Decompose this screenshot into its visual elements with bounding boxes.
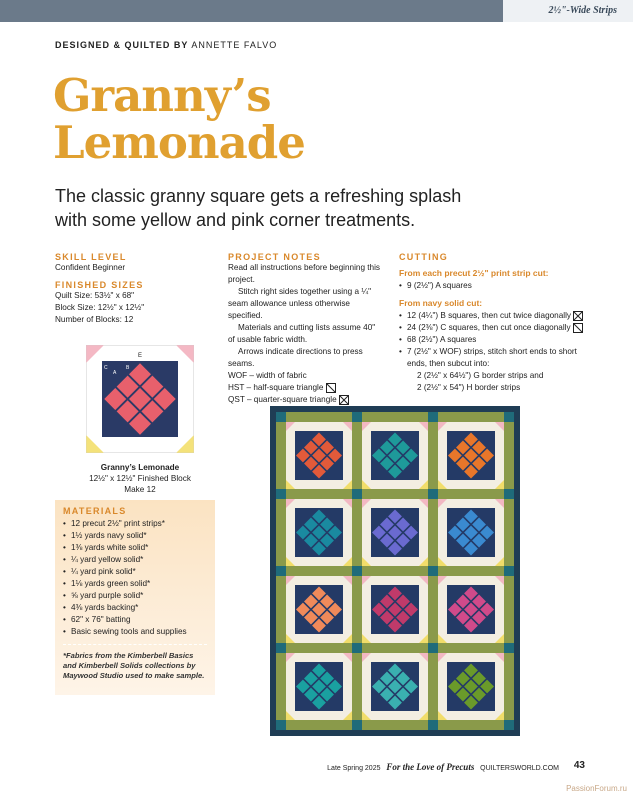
footer-issue: Late Spring 2025	[327, 765, 381, 772]
skill-value: Confident Beginner	[55, 263, 126, 272]
cutting-item-text: 12 (4¼") B squares, then cut twice diagonally	[407, 311, 572, 320]
sashing-post	[352, 566, 362, 576]
label-e: E	[138, 353, 143, 359]
skill-heading: SKILL LEVEL	[55, 252, 127, 262]
byline-prefix: DESIGNED & QUILTED BY	[55, 40, 189, 50]
sashing-post	[352, 643, 362, 653]
section-tag: 2½"-Wide Strips	[503, 0, 633, 22]
quilt-block	[286, 422, 352, 489]
materials-item: • ¼ yard pink solid*	[63, 566, 207, 578]
notes-qst-row	[228, 394, 383, 406]
materials-item: • 1½ yards navy solid*	[63, 530, 207, 542]
left-column	[55, 252, 205, 326]
finished-line: Block Size: 12½" x 12½"	[55, 303, 145, 312]
notes-hst-row	[228, 382, 383, 394]
label-a: A	[113, 370, 117, 376]
materials-heading: MATERIALS	[63, 506, 127, 516]
divider	[63, 644, 207, 645]
sashing-post	[276, 643, 286, 653]
cutting-item-text: 24 (2⅜") C squares, then cut once diagonally	[407, 323, 571, 332]
block-caption	[70, 462, 210, 495]
sashing-post	[504, 720, 514, 730]
footer-text	[327, 762, 559, 772]
quilt-photo	[270, 406, 520, 736]
materials-item: • ⅝ yard purple solid*	[63, 590, 207, 602]
page-title	[53, 69, 305, 169]
sashing-post	[276, 720, 286, 730]
hst-icon	[573, 323, 583, 333]
sashing-post	[428, 720, 438, 730]
sashing-post	[276, 489, 286, 499]
cutting-group-title: From navy solid cut:	[399, 298, 483, 308]
cutting-list	[399, 310, 589, 370]
notes-paragraph: Read all instructions before beginning this project.	[228, 263, 381, 284]
cutting	[399, 252, 589, 394]
cutting-item: • 9 (2½") A squares	[399, 280, 589, 292]
byline	[55, 40, 277, 50]
project-notes	[228, 252, 383, 406]
cutting-item	[399, 322, 589, 334]
materials-item: • 1⅛ yards green solid*	[63, 578, 207, 590]
quilt-block	[438, 422, 504, 489]
sashing-post	[428, 566, 438, 576]
cutting-item: • 7 (2½" x WOF) strips, stitch short ends to short ends, then subcut into:	[399, 346, 589, 370]
subtitle: The classic granny square gets a refreshing splash with some yellow and pink corner treatments.	[55, 186, 462, 230]
materials-box	[55, 500, 215, 695]
cutting-group-title: From each precut 2½" print strip cut:	[399, 268, 549, 278]
cutting-list	[399, 280, 589, 292]
title-line-1: Granny’s	[53, 69, 271, 122]
quilt-block	[438, 576, 504, 643]
sashing-post	[428, 643, 438, 653]
quilt-block	[286, 499, 352, 566]
notes-qst: QST – quarter-square triangle	[228, 395, 337, 404]
notes-hst: HST – half-square triangle	[228, 383, 324, 392]
materials-item: • Basic sewing tools and supplies	[63, 626, 207, 638]
sashing-post	[352, 489, 362, 499]
quilt-block	[438, 499, 504, 566]
sashing-post	[504, 412, 514, 422]
caption-title: Granny’s Lemonade	[100, 463, 180, 472]
byline-author: ANNETTE FALVO	[191, 40, 278, 50]
footer	[0, 758, 633, 776]
qst-icon	[573, 311, 583, 321]
cutting-item: • 68 (2½") A squares	[399, 334, 589, 346]
quilt-block	[362, 653, 428, 720]
sashing-post	[352, 412, 362, 422]
materials-item: • 62" x 76" batting	[63, 614, 207, 626]
finished-heading: FINISHED SIZES	[55, 280, 144, 290]
title-line-2: Lemonade	[53, 116, 305, 169]
materials-item: • ¼ yard yellow solid*	[63, 554, 207, 566]
sashing-post	[428, 489, 438, 499]
footer-site: QUILTERSWORLD.COM	[480, 765, 559, 772]
notes-paragraph: Materials and cutting lists assume 40" of usable fabric width.	[228, 323, 376, 344]
caption-size: 12½" x 12½" Finished Block	[89, 474, 191, 483]
materials-item: • 4⅜ yards backing*	[63, 602, 207, 614]
cutting-item	[399, 310, 589, 322]
quilt-block	[286, 576, 352, 643]
sashing-post	[428, 412, 438, 422]
label-c: C	[104, 365, 108, 371]
notes-paragraph: Stitch right sides together using a ¼" seam allowance unless otherwise specified.	[228, 287, 372, 320]
footer-magazine: For the Love of Precuts	[386, 762, 475, 772]
sashing-post	[276, 412, 286, 422]
qst-icon	[339, 395, 349, 405]
sashing-post	[504, 643, 514, 653]
materials-item: • 1⅜ yards white solid*	[63, 542, 207, 554]
materials-item: • 12 precut 2½" print strips*	[63, 518, 207, 530]
finished-line: Quilt Size: 53½" x 68"	[55, 291, 135, 300]
hst-icon	[326, 383, 336, 393]
notes-paragraph: Arrows indicate directions to press seams.	[228, 347, 363, 368]
notes-wof: WOF – width of fabric	[228, 371, 307, 380]
notes-heading: PROJECT NOTES	[228, 252, 321, 262]
finished-line: Number of Blocks: 12	[55, 315, 134, 324]
top-bar	[0, 0, 633, 22]
quilt-block	[362, 576, 428, 643]
cutting-subitem: 2 (2½" x 64½") G border strips and	[417, 371, 544, 380]
quilt-block	[286, 653, 352, 720]
watermark: PassionForum.ru	[566, 784, 627, 793]
cutting-subitem: 2 (2½" x 54") H border strips	[417, 383, 521, 392]
quilt-block	[438, 653, 504, 720]
sashing-post	[276, 566, 286, 576]
quilt-block	[362, 422, 428, 489]
caption-make: Make 12	[124, 485, 156, 494]
quilt-block	[362, 499, 428, 566]
sashing-post	[352, 720, 362, 730]
sashing-post	[504, 489, 514, 499]
cutting-heading: CUTTING	[399, 252, 449, 262]
materials-list	[63, 518, 207, 638]
page-number: 43	[573, 760, 585, 771]
block-diagram	[86, 345, 194, 453]
label-b: B	[126, 365, 130, 371]
materials-note: *Fabrics from the Kimberbell Basics and Kimberbell Solids collections by Maywood Studio used to make sample.	[63, 651, 205, 680]
sashing-post	[504, 566, 514, 576]
